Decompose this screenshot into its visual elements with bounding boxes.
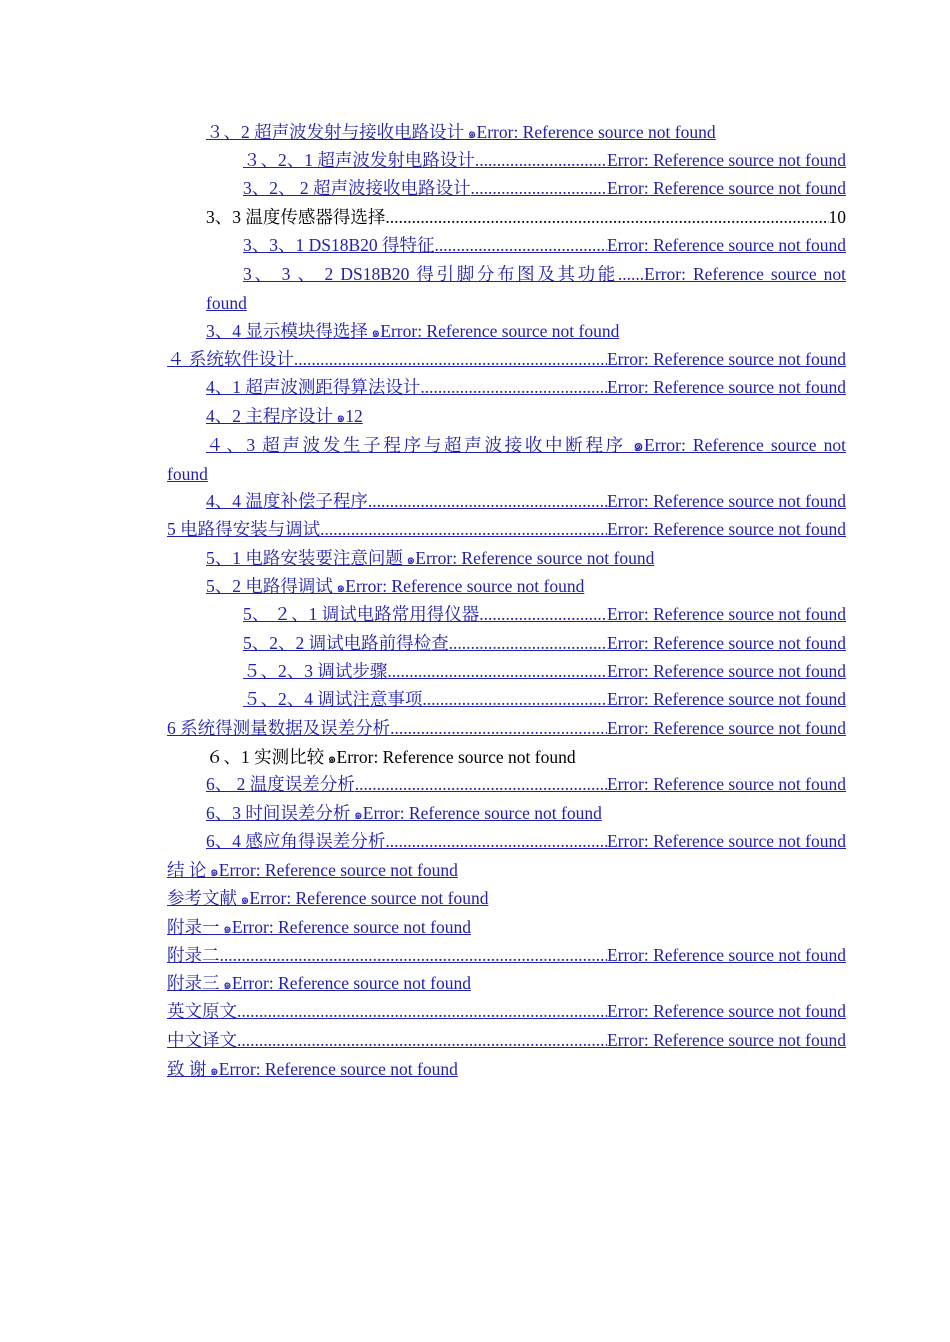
- toc-entry-continuation: found: [206, 292, 247, 313]
- toc-entry[interactable]: [167, 914, 846, 940]
- toc-entry-title: 3、2、 2 超声波接收电路设计: [243, 178, 471, 198]
- toc-entry-page: Error: Reference source not found: [415, 548, 655, 568]
- toc-entry[interactable]: [243, 686, 846, 712]
- toc-entry-page: Error: Reference source not found: [606, 689, 846, 709]
- toc-entry-page: Error: Reference source not found: [606, 349, 846, 369]
- tab-marker: ๑: [332, 581, 346, 596]
- toc-entry[interactable]: [206, 488, 846, 514]
- dot-leader: [320, 516, 607, 542]
- toc-entry[interactable]: [206, 771, 846, 797]
- toc-entry-page: Error: Reference source not found: [606, 1001, 846, 1021]
- dot-leader: [435, 232, 607, 258]
- toc-entry-page: Error: Reference source not found: [249, 888, 489, 908]
- toc-entry[interactable]: [167, 346, 846, 372]
- dot-leader: [475, 147, 607, 173]
- toc-entry[interactable]: [243, 630, 846, 656]
- toc-entry[interactable]: [206, 573, 846, 599]
- toc-entry-page: Error: Reference source not found: [606, 519, 846, 539]
- toc-entry-title: 6、3 时间误差分析: [206, 803, 351, 823]
- toc-entry-title: 中文译文: [167, 1030, 237, 1050]
- toc-entry-page: Error: Reference source not found: [231, 917, 471, 937]
- toc-entry-title: 3、3 温度传感器得选择: [206, 207, 386, 227]
- toc-entry[interactable]: [167, 715, 846, 741]
- toc-entry-title: 6、4 感应角得误差分析: [206, 831, 386, 851]
- toc-entry-page: Error: Reference source not found: [606, 661, 846, 681]
- toc-entry-page: Error: Reference source not found: [606, 831, 846, 851]
- toc-entry-title: 附录三: [167, 973, 220, 993]
- toc-entry-title: ３、2、1 超声波发射电路设计: [243, 150, 475, 170]
- toc-entry-title: 英文原文: [167, 1001, 237, 1021]
- toc-entry-page: Error: Reference source not found: [606, 235, 846, 255]
- dot-leader: [471, 175, 607, 201]
- toc-entry-title: ６、1 实测比较: [206, 747, 325, 767]
- toc-entry[interactable]: [206, 800, 846, 826]
- toc-entry-title: ５、2、4 调试注意事项: [243, 689, 423, 709]
- toc-entry-page: Error: Reference source not found: [606, 150, 846, 170]
- toc-entry[interactable]: [243, 147, 846, 173]
- toc-entry[interactable]: [167, 431, 846, 488]
- toc-entry[interactable]: [167, 516, 846, 542]
- toc-entry[interactable]: [206, 260, 846, 317]
- dot-leader: [385, 828, 607, 854]
- dot-leader: [449, 630, 607, 656]
- toc-entry-page: Error: Reference source not found: [362, 803, 602, 823]
- toc-entry-page: Error: Reference source not found: [606, 377, 846, 397]
- toc-entry-title: 附录一: [167, 917, 220, 937]
- dot-leader: [220, 942, 607, 968]
- tab-marker: ๑: [219, 978, 232, 993]
- toc-entry-title: 6、 2 温度误差分析: [206, 774, 355, 794]
- toc-entry[interactable]: [206, 119, 846, 145]
- toc-entry[interactable]: [243, 658, 846, 684]
- toc-entry-title: 3、 3 、 2 DS18B20 得引脚分布图及其功能......Error: Reference source not: [243, 264, 846, 284]
- dot-leader: [237, 1027, 607, 1053]
- toc-entry[interactable]: [243, 232, 846, 258]
- toc-entry[interactable]: [167, 942, 846, 968]
- dot-leader: [237, 998, 607, 1024]
- tab-marker: ๑: [237, 893, 250, 908]
- toc-entry[interactable]: [206, 204, 846, 230]
- toc-entry-title: 5 电路得安装与调试: [167, 519, 321, 539]
- tab-marker: ๑: [402, 553, 416, 568]
- tab-marker: ๑: [206, 1064, 219, 1079]
- toc-entry-title: ３、2 超声波发射与接收电路设计: [206, 122, 465, 142]
- tab-marker: ๑: [332, 411, 346, 426]
- toc-entry[interactable]: [206, 318, 846, 344]
- dot-leader: [390, 715, 607, 741]
- toc-entry-page: Error: Reference source not found: [606, 945, 846, 965]
- toc-entry-page: Error: Reference source not found: [606, 774, 846, 794]
- dot-leader: [385, 204, 828, 230]
- toc-entry-page: Error: Reference source not found: [606, 178, 846, 198]
- toc-entry-title: 5、 ２、1 调试电路常用得仪器: [243, 604, 480, 624]
- toc-entry-page: Error: Reference source not found: [476, 122, 716, 142]
- toc-entry-title: 5、2、2 调试电路前得检查: [243, 633, 449, 653]
- toc-entry-page: Error: Reference source not found: [218, 1059, 458, 1079]
- toc-entry-title: ５、2、3 调试步骤: [243, 661, 388, 681]
- toc-entry-page: Error: Reference source not found: [231, 973, 471, 993]
- tab-marker: ๑: [206, 865, 219, 880]
- dot-leader: [387, 658, 607, 684]
- toc-entry-title: 5、1 电路安装要注意问题: [206, 548, 403, 568]
- toc-entry-title: 参考文献: [167, 888, 237, 908]
- toc-entry[interactable]: [206, 403, 846, 429]
- toc-entry[interactable]: [167, 857, 846, 883]
- toc-entry[interactable]: [167, 998, 846, 1024]
- toc-entry-page: Error: Reference source not found: [336, 747, 576, 767]
- tab-marker: ๑: [350, 808, 363, 823]
- toc-entry[interactable]: [206, 374, 846, 400]
- tab-marker: ๑: [367, 326, 381, 341]
- toc-entry[interactable]: [206, 744, 846, 770]
- toc-entry-title: ４、3 超声波发生子程序与超声波接收中断程序 ๑Error: Reference source not: [206, 435, 846, 455]
- dot-leader: [422, 686, 607, 712]
- toc-entry-page: 12: [345, 406, 363, 426]
- dot-leader: [355, 771, 607, 797]
- toc-entry-page: Error: Reference source not found: [606, 604, 846, 624]
- toc-entry[interactable]: [167, 1056, 846, 1082]
- toc-entry-title: 附录二: [167, 945, 220, 965]
- toc-entry-page: Error: Reference source not found: [606, 1030, 846, 1050]
- toc-entry-page: 10: [828, 207, 846, 227]
- toc-entry-page: Error: Reference source not found: [606, 633, 846, 653]
- dot-leader: [420, 374, 607, 400]
- toc-entry-title: 4、1 超声波测距得算法设计: [206, 377, 421, 397]
- dot-leader: [368, 488, 607, 514]
- toc-entry-continuation: found: [167, 463, 208, 484]
- toc-entry[interactable]: [206, 828, 846, 854]
- toc-entry-title: 6 系统得测量数据及误差分析: [167, 718, 391, 738]
- toc-entry-page: Error: Reference source not found: [606, 718, 846, 738]
- toc-entry-page: Error: Reference source not found: [218, 860, 458, 880]
- toc-entry-title: 致 谢: [167, 1059, 207, 1079]
- toc-entry[interactable]: [167, 1027, 846, 1053]
- tab-marker: ๑: [219, 922, 232, 937]
- dot-leader: [479, 601, 607, 627]
- tab-marker: ๑: [464, 127, 477, 142]
- toc-entry-page: Error: Reference source not found: [606, 491, 846, 511]
- toc-entry[interactable]: [167, 885, 846, 911]
- toc-entry-title: 5、2 电路得调试: [206, 576, 333, 596]
- toc-entry[interactable]: [243, 601, 846, 627]
- toc-entry[interactable]: [167, 970, 846, 996]
- toc-entry-title: 3、4 显示模块得选择: [206, 321, 368, 341]
- toc-entry-title: 4、4 温度补偿子程序: [206, 491, 368, 511]
- toc-entry-page: Error: Reference source not found: [345, 576, 585, 596]
- toc-entry-title: 4、2 主程序设计: [206, 406, 333, 426]
- toc-entry-title: 3、3、1 DS18B20 得特征: [243, 235, 435, 255]
- toc-entry-title: ４ 系统软件设计: [167, 349, 294, 369]
- dot-leader: [294, 346, 607, 372]
- tab-marker: ๑: [324, 752, 337, 767]
- toc-entry[interactable]: [206, 545, 846, 571]
- toc-entry-page: Error: Reference source not found: [380, 321, 620, 341]
- toc-entry-title: 结 论: [167, 860, 207, 880]
- toc-entry[interactable]: [243, 175, 846, 201]
